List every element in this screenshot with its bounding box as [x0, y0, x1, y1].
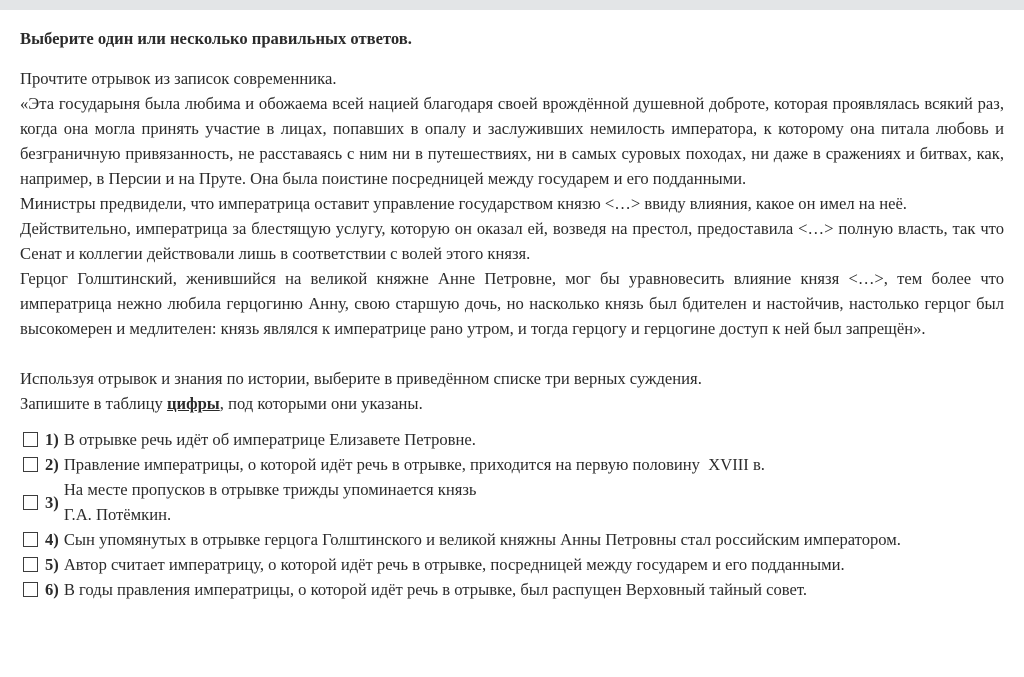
- option-number: 3): [45, 492, 59, 512]
- question-content: [0, 10, 1024, 602]
- checkbox[interactable]: [23, 532, 38, 547]
- option-number: 6): [45, 580, 59, 599]
- answer-option-1[interactable]: [20, 427, 1004, 452]
- option-number: 5): [45, 555, 59, 574]
- answer-option-5[interactable]: [20, 552, 1004, 577]
- option-text: Сын упомянутых в отрывке герцога Голштинского и великой княжны Анны Петровны стал российским императором.: [63, 530, 901, 549]
- task-text: Запишите в таблицу: [20, 394, 167, 413]
- option-text-line: Г.А. Потёмкин.: [63, 505, 172, 524]
- passage-paragraph: Герцог Голштинский, женившийся на великой княжне Анне Петровне, мог бы уравновесить влияние князя <…>, тем более что императрица нежно любила герцогиню Анну, свою старшую дочь, но насколько князь был бдителен и настойчив, настолько герцог был высокомерен и медлителен: князь являлся к императрице рано утром, и тогда герцогу и герцогине доступ к ней был запрещён».: [20, 269, 1004, 338]
- source-passage: [20, 66, 1004, 341]
- answer-option-2[interactable]: [20, 452, 1004, 477]
- option-text-line: На месте пропусков в отрывке трижды упоминается князь: [63, 480, 477, 499]
- top-bar: [0, 0, 1024, 10]
- passage-intro: Прочтите отрывок из записок современника.: [20, 69, 337, 88]
- option-number: 2): [45, 455, 59, 474]
- checkbox[interactable]: [23, 557, 38, 572]
- option-text: В отрывке речь идёт об императрице Елизавете Петровне.: [63, 430, 476, 449]
- option-text: [64, 477, 477, 527]
- option-number: 1): [45, 430, 59, 449]
- answer-options: [20, 427, 1004, 602]
- task-line: Используя отрывок и знания по истории, выберите в приведённом списке три верных суждения.: [20, 369, 702, 388]
- answer-option-4[interactable]: [20, 527, 1004, 552]
- task-line: [20, 391, 1004, 416]
- answer-option-3[interactable]: [20, 477, 1004, 527]
- checkbox[interactable]: [23, 432, 38, 447]
- checkbox[interactable]: [23, 457, 38, 472]
- checkbox[interactable]: [23, 495, 38, 510]
- question-instruction: Выберите один или несколько правильных ответов.: [20, 29, 412, 48]
- task-text: , под которыми они указаны.: [219, 394, 423, 413]
- option-text: Правление императрицы, о которой идёт речь в отрывке, приходится на первую половину XVIII в.: [63, 455, 765, 474]
- passage-paragraph: Действительно, императрица за блестящую услугу, которую он оказал ей, возведя на престол, предоставила <…> полную власть, так что Сенат и коллегии действовали лишь в соответствии с волей этого князя.: [20, 219, 1004, 263]
- checkbox[interactable]: [23, 582, 38, 597]
- option-text: Автор считает императрицу, о которой идёт речь в отрывке, посредницей между государем и его подданными.: [63, 555, 845, 574]
- option-text: В годы правления императрицы, о которой идёт речь в отрывке, был распущен Верховный тайный совет.: [63, 580, 808, 599]
- option-number: 4): [45, 530, 59, 549]
- task-description: [20, 366, 1004, 416]
- answer-option-6[interactable]: [20, 577, 1004, 602]
- passage-paragraph: «Эта государыня была любима и обожаема всей нацией благодаря своей врождённой душевной доброте, которая проявлялась всякий раз, когда она могла принять участие в лицах, попавших в опалу и заслуживших немилость императора, к которому она питала любовь и безграничную привязанность, не расставаясь с ним ни в путешествиях, ни в самых суровых походах, ни даже в сражениях и битвах, как, например, в Персии и на Пруте. Она была поистине посредницей между государем и его подданными.: [20, 94, 1004, 188]
- passage-paragraph: Министры предвидели, что императрица оставит управление государством князю <…> ввиду влияния, какое он имел на неё.: [20, 194, 907, 213]
- highlighted-word: цифры: [166, 394, 220, 413]
